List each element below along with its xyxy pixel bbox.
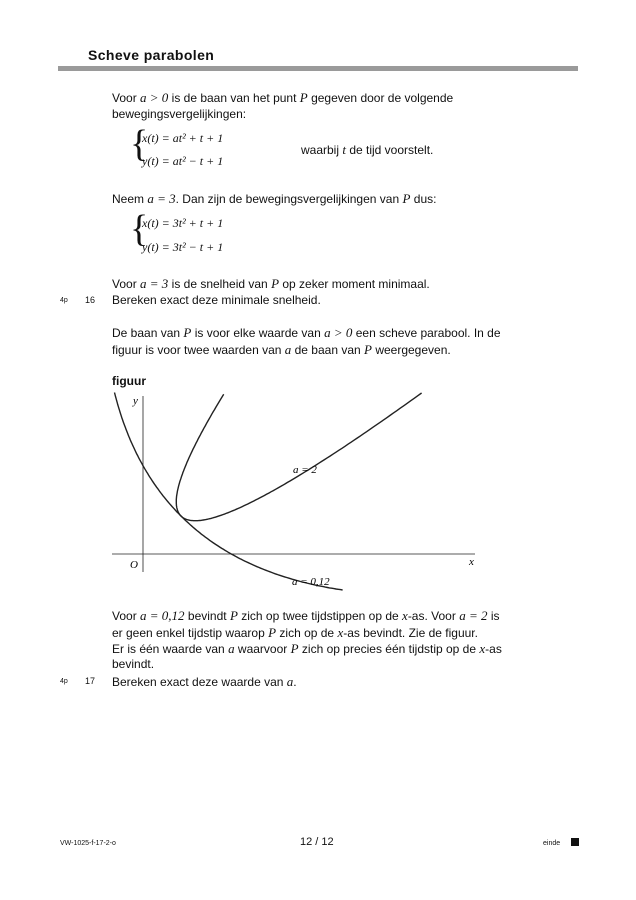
q17-points: 4p xyxy=(60,678,68,685)
waarbij-text: waarbij t de tijd voorstelt. xyxy=(301,142,434,157)
figure-plot xyxy=(100,390,500,600)
q17-line-4: bevindt. xyxy=(112,657,155,671)
footer-end: einde xyxy=(543,840,561,847)
footer-code: VW-1025-f-17-2-o xyxy=(60,840,116,847)
equation-x: x(t) = at² + t + 1 xyxy=(142,131,224,145)
q16-question: Bereken exact deze minimale snelheid. xyxy=(112,293,321,307)
q16-points: 4p xyxy=(60,297,68,304)
q17-number: 17 xyxy=(85,676,96,686)
neem-line: Neem a = 3. Dan zijn de bewegingsvergelijkingen van P dus: xyxy=(112,191,437,206)
q17-question: Bereken exact deze waarde van a. xyxy=(112,674,297,689)
end-square-icon xyxy=(571,838,579,846)
q17-line-1: Voor a = 0,12 bevindt P zich op twee tijdstippen op de x-as. Voor a = 2 is xyxy=(112,608,500,623)
footer-page: 12 / 12 xyxy=(300,836,334,848)
equation-y-a3: y(t) = 3t² − t + 1 xyxy=(142,240,224,254)
q17-line-2: er geen enkel tijdstip waarop P zich op de x-as bevindt. Zie de figuur. xyxy=(112,625,478,640)
page-title: Scheve parabolen xyxy=(88,47,215,63)
q17-line-3: Er is één waarde van a waarvoor P zich op precies één tijdstip op de x-as xyxy=(112,641,502,656)
q16-number: 16 xyxy=(85,295,96,305)
label-a-0-12: a = 0,12 xyxy=(292,576,330,588)
figure-label: figuur xyxy=(112,374,146,388)
para-line-2: figuur is voor twee waarden van a de baan van P weergegeven. xyxy=(112,342,451,357)
brace: { xyxy=(130,123,149,165)
header-rule xyxy=(58,66,578,71)
q16-context: Voor a = 3 is de snelheid van P op zeker moment minimaal. xyxy=(112,276,430,291)
curve-a-0-12 xyxy=(115,393,343,591)
curve-a-2 xyxy=(176,393,421,521)
intro-line-1: Voor a > 0 is de baan van het punt P gegeven door de volgende xyxy=(112,90,454,105)
intro-line-2: bewegingsvergelijkingen: xyxy=(112,107,247,121)
x-axis-label: x xyxy=(469,556,474,568)
para-line-1: De baan van P is voor elke waarde van a > 0 een scheve parabool. In de xyxy=(112,325,501,340)
y-axis-label: y xyxy=(133,395,138,407)
label-a-2: a = 2 xyxy=(293,464,317,476)
origin-label: O xyxy=(130,559,138,571)
equation-x-a3: x(t) = 3t² + t + 1 xyxy=(142,216,224,230)
equation-y: y(t) = at² − t + 1 xyxy=(142,154,224,168)
brace: { xyxy=(130,208,149,250)
